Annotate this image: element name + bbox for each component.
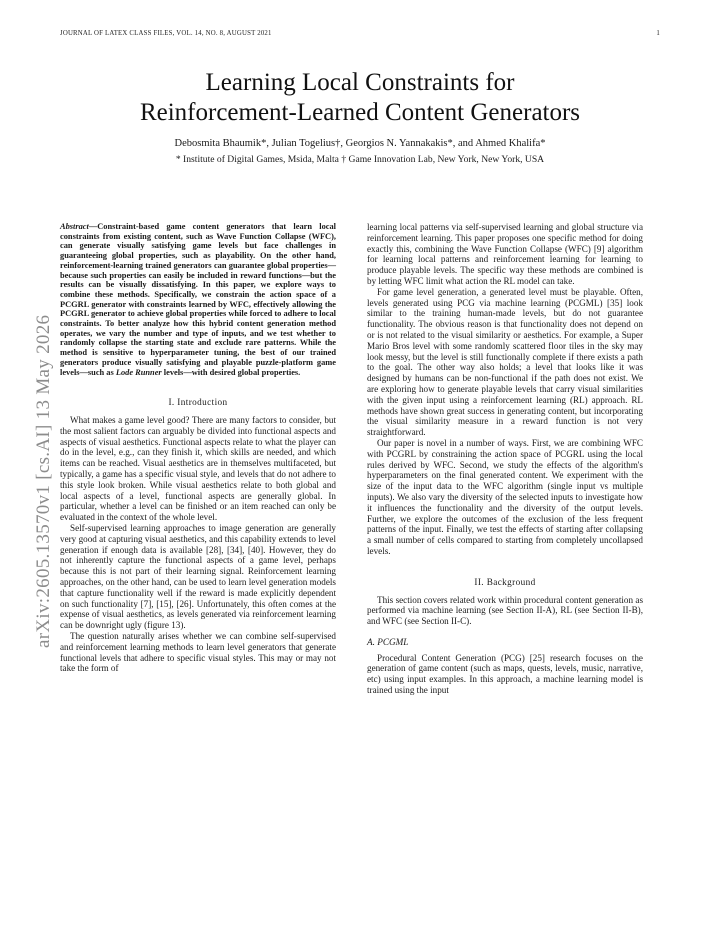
intro-paragraph-3: The question naturally arises whether we can combine self-supervised and reinforcement learning methods to learn level generators that generate functional levels that adhere to specific visual styles. This may or may not take the form of (60, 630, 336, 674)
author-list: Debosmita Bhaumik*, Julian Togelius†, Georgios N. Yannakakis*, and Ahmed Khalifa* (174, 138, 546, 149)
right-paragraph-1: learning local patterns via self-supervised learning and global structure via reinforcement learning. This paper proposes one specific method for doing exactly this, combining the Wave Function Collapse (WFC) [9] algorithm for learning local patterns and reinforcement learning for learning to produce playable levels. The specific way these methods are combined is by letting WFC limit what action the RL model can take. (367, 222, 643, 286)
section-heading-background: II. Background (474, 576, 536, 587)
right-paragraph-3: Our paper is novel in a number of ways. First, we are combining WFC with PCGRL by constraining the action space of PCGRL using the local rules derived by WFC. Second, we study the effects of the algorithm's hyperparameters on the final generated content. We experiment with the size of the input data to the WFC algorithm (single input vs multiple inputs). We also vary the diversity of the selected inputs to investigate how it influences the functionality and the diversity of the output levels. Further, we explore the outcomes of the exclusion of the less frequent patterns of the input. Finally, we test the effects of starting after collapsing a small number of cells compared to starting from completely uncollapsed levels. (367, 437, 643, 556)
abstract-label: Abstract (60, 222, 89, 231)
title-line-2: Reinforcement-Learned Content Generators (139, 99, 581, 126)
intro-paragraph-2: Self-supervised learning approaches to image generation are generally very good at capturing visual aesthetics, and this capability extends to level generation if enough data is available [28], [34], [40]. However, they do not inherently capture the functional aspects of a game level, perhaps because this is not part of their learning signal. Reinforcement learning approaches, on the other hand, can be used to learn level generation models that capture functionality well if the reward is made explicitly dependent on such functionality [7], [15], [26]. Unfortunately, this often comes at the expense of visual aesthetics, as levels generated via reinforcement learning can be downright ugly (figure 13). (60, 523, 336, 631)
abstract-text-2: levels—with desired global properties. (161, 367, 301, 377)
background-paragraph: This section covers related work within procedural content generation as performed via machine learning (see Section II-A), RL (see Section II-B), and WFC (see Section II-C). (367, 594, 643, 627)
page-number: 1 (656, 30, 660, 37)
right-paragraph-2: For game level generation, a generated level must be playable. Often, levels generated using PCG via machine learning (PCGML) [35] look similar to the training human-made levels, but do not guarantee functionality. The obvious reason is that functionality does not depend on or is not related to the visual similarity or aesthetics. For example, a Super Mario Bros level with some randomly scattered floor tiles in the sky may look messy, but the level is still functionally complete if there exists a path to the goal. The other way also holds; a level that looks like it was designed by humans can be non-functional if the path does not exist. We are exploring how to generate playable levels that carry visual similarities with the given input using a reinforcement learning (RL) approach. RL methods have shown great success in generating content, but incorporating the visual similarity measure in a reward function is not very straightforward. (367, 286, 643, 438)
intro-paragraph-1: What makes a game level good? There are many factors to consider, but the most salient factors can arguably be divided into functional aspects and aspects of visual aesthetics. Functional aspects relate to what the player can do in the level, e.g., can they finish it, which skills are needed, and which items can be reached. Visual aesthetics are in themselves multifaceted, but typically, a game has a specific visual style, and levels that do not adhere to this style look broken. While visual aesthetics relate to both global and local aspects of a level, functional aspects are generally global. In particular, whether a level can be finished or an item reached can only be evaluated in the context of the whole level. (60, 415, 336, 523)
section-heading-introduction: I. Introduction (168, 397, 228, 408)
paper-title (60, 68, 660, 128)
abstract-game-name: Lode Runner (115, 367, 162, 377)
abstract-text-1: —Constraint-based game content generators that learn local constraints from existing content, such as Wave Function Collapse (WFC), can generate visually satisfying game levels but face challenges in guaranteeing global properties, such as playability. On the other hand, reinforcement-learning trained generators can guarantee global properties—because such properties can easily be included in reward functions—but the results can be visually dissatisfying. In this paper, we explore ways to combine these methods. Specifically, we constrain the action space of a PCGRL generator with constraints learned by WFC, effectively allowing the PCGRL generator to achieve global properties while forced to adhere to local constraints. To better analyze how this hybrid content generation method operates, we vary the number and type of inputs, and we test whether to randomly collapse the starting state and exclude rare patterns. While the method is sensitive to hyperparameter tuning, the best of our trained generators produce visually satisfying and playable puzzle-platform game levels—such as (60, 222, 336, 377)
abstract (60, 222, 336, 377)
subsection-heading-pcgml: A. PCGML (367, 636, 409, 647)
right-column (367, 222, 643, 696)
pcgml-paragraph: Procedural Content Generation (PCG) [25] research focuses on the generation of game content (such as maps, quests, levels, music, narrative, etc) using input examples. In this approach, a machine learning model is trained using the input (367, 652, 643, 696)
running-head (60, 30, 660, 42)
affiliations: * Institute of Digital Games, Msida, Malta † Game Innovation Lab, New York, New York, USA (175, 154, 545, 165)
arxiv-stamp: arXiv:2605.13570v1 [cs.AI] 13 May 2026 (33, 314, 54, 648)
title-line-1: Learning Local Constraints for (205, 69, 515, 96)
left-column (60, 222, 336, 674)
journal-header: JOURNAL OF LATEX CLASS FILES, VOL. 14, NO. 8, AUGUST 2021 (60, 30, 272, 37)
